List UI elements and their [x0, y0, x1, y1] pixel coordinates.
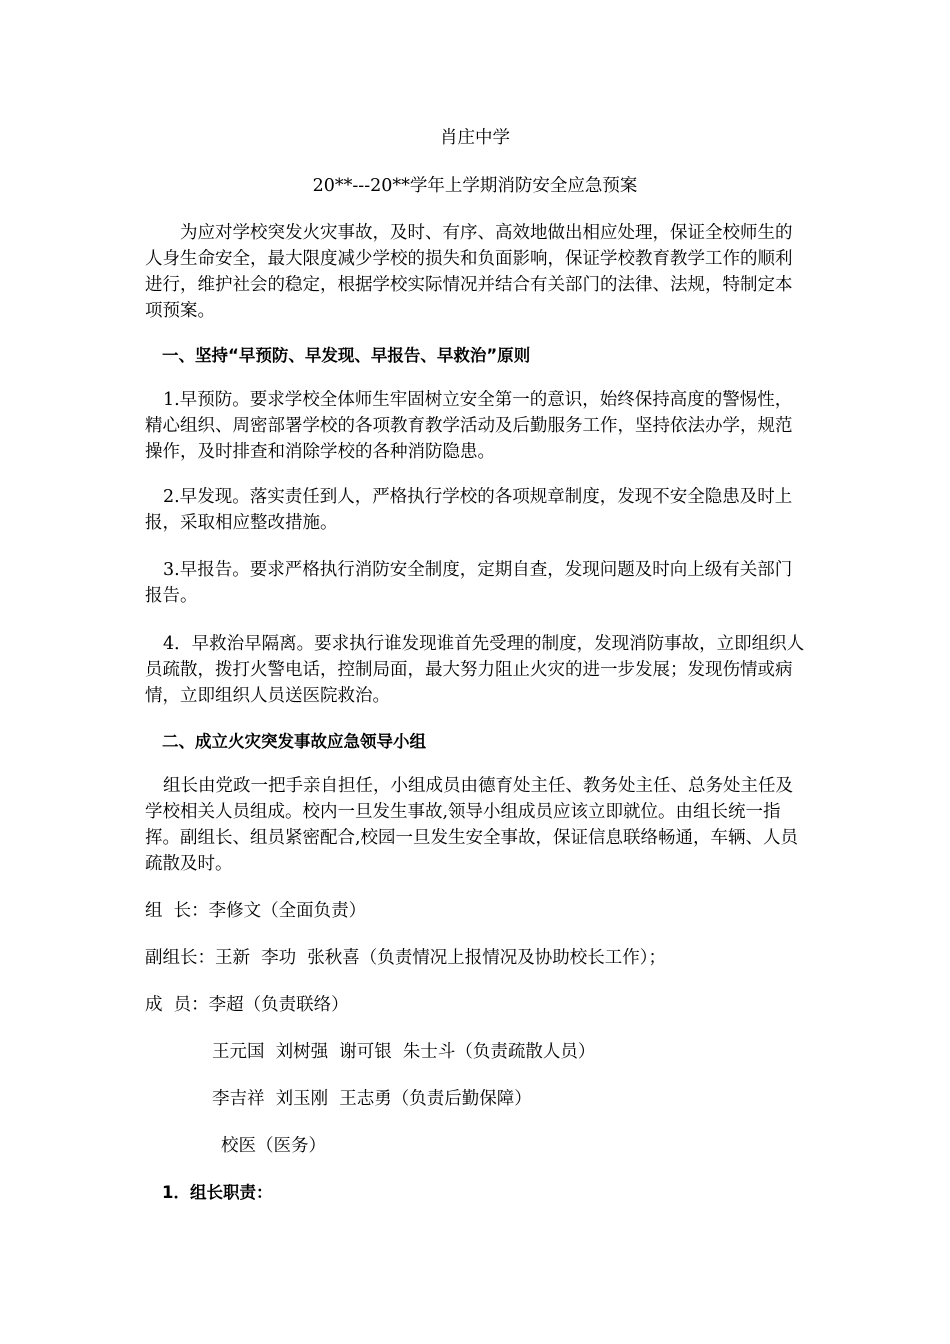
members-line-4: 校医（医务）: [221, 1136, 326, 1156]
section1-item-2: 2.早发现。落实责任到人，严格执行学校的各项规章制度，发现不安全隐患及时上报，采取相应整改措施。: [145, 487, 793, 533]
section1-item-3: 3.早报告。要求严格执行消防安全制度，定期自查，发现问题及时向上级有关部门报告。: [145, 560, 793, 606]
section1-heading: 一、坚持“早预防、早发现、早报告、早救治”原则: [162, 346, 531, 365]
section2-heading: 二、成立火灾突发事故应急领导小组: [162, 732, 426, 751]
members-line: 成 员：李超（负责联络）: [145, 995, 349, 1015]
section1-item-1: 1.早预防。要求学校全体师生牢固树立安全第一的意识，始终保持高度的警惕性，精心组织、周密部署学校的各项教育教学活动及后勤服务工作，坚持依法办学，规范操作，及时排查和消除学校的各种消防隐患。: [145, 390, 793, 462]
school-name: 肖庄中学: [440, 128, 510, 148]
leader-duties-heading: 1．组长职责：: [162, 1183, 273, 1202]
members-line-2: 王元国 刘树强 谢可银 朱士斗（负责疏散人员）: [212, 1042, 596, 1062]
deputy-leader-line: 副组长：王新 李功 张秋喜（负责情况上报情况及协助校长工作）；: [145, 948, 666, 968]
group-leader-line: 组 长：李修文（全面负责）: [145, 901, 367, 921]
document-title: 20**---20**学年上学期消防安全应急预案: [312, 176, 638, 196]
section2-body: 组长由党政一把手亲自担任，小组成员由德育处主任、教务处主任、总务处主任及学校相关人员组成。校内一旦发生事故,领导小组成员应该立即就位。由组长统一指挥。副组长、组员紧密配合,校园一旦发生安全事故，保证信息联络畅通，车辆、人员疏散及时。: [145, 776, 799, 874]
members-line-3: 李吉祥 刘玉刚 王志勇（负责后勤保障）: [212, 1089, 532, 1109]
section1-item-4: 4．早救治早隔离。要求执行谁发现谁首先受理的制度，发现消防事故，立即组织人员疏散，拨打火警电话，控制局面，最大努力阻止火灾的进一步发展；发现伤情或病情，立即组织人员送医院救治。: [145, 634, 805, 706]
intro-paragraph: 为应对学校突发火灾事故，及时、有序、高效地做出相应处理，保证全校师生的人身生命安全，最大限度减少学校的损失和负面影响，保证学校教育教学工作的顺利进行，维护社会的稳定，根据学校实际情况并结合有关部门的法律、法规，特制定本项预案。: [145, 223, 793, 321]
